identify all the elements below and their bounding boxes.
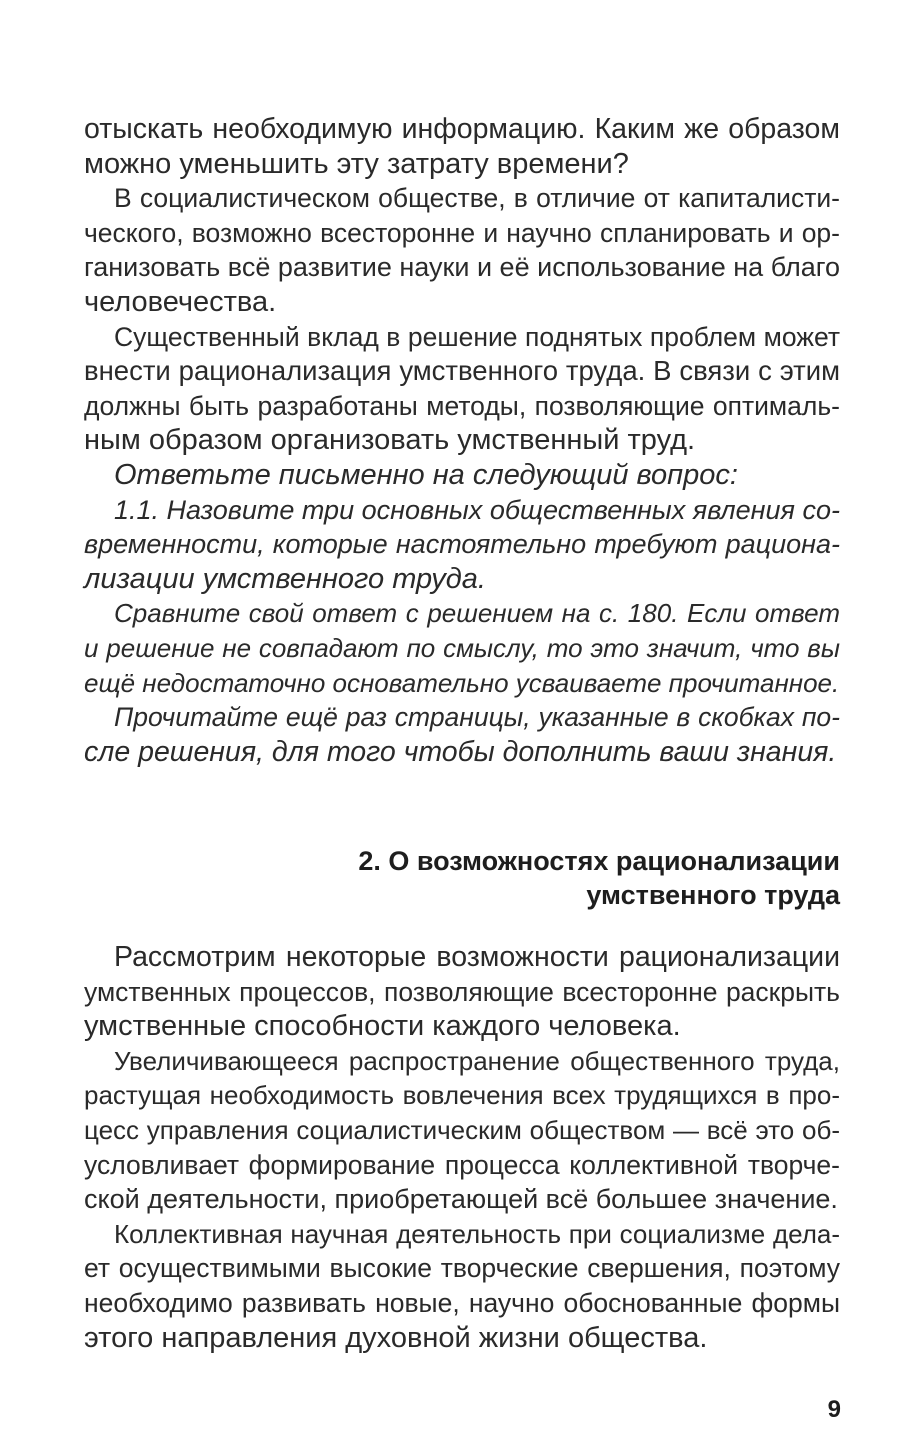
- text-line: Сравните свой ответ с решением на с. 180. Если ответ: [114, 598, 840, 629]
- bottom-text-block: [84, 940, 840, 1355]
- text-line: человечества.: [84, 285, 277, 318]
- text-line: Увеличивающееся распространение общественного труда,: [114, 1045, 840, 1076]
- text-line: ческого, возможно всесторонне и научно спланировать и ор-: [84, 217, 840, 248]
- exercise-instruction: [84, 458, 840, 493]
- heading-line: 2. О возможностях рационализации: [358, 846, 840, 876]
- text-line: Существенный вклад в решение поднятых проблем может: [114, 321, 840, 352]
- text-line: ещё недостаточно основательно усваиваете прочитанное.: [84, 667, 840, 698]
- text-line: умственные способности каждого человека.: [84, 1010, 681, 1043]
- text-line: Коллективная научная деятельность при социализме дела-: [114, 1218, 840, 1249]
- text-line: и решение не совпадают по смыслу, то это значит, что вы: [84, 632, 840, 663]
- exercise-check: [84, 596, 840, 700]
- text-line: ской деятельности, приобретающей всё большее значение.: [84, 1184, 838, 1215]
- text-line: цесс управления социалистическим обществом — всё это об-: [84, 1114, 840, 1145]
- text-line: отыскать необходимую информацию. Каким же образом: [84, 113, 840, 145]
- page-number: 9: [827, 1396, 841, 1423]
- text-line: условливает формирование процесса коллективной творче-: [84, 1149, 840, 1180]
- exercise-review: [84, 700, 840, 769]
- text-line: можно уменьшить эту затрату времени?: [84, 147, 629, 180]
- text-line: сле решения, для того чтобы дополнить ваши знания.: [84, 735, 837, 768]
- text-line: необходимо развивать новые, научно обоснованные формы: [84, 1287, 840, 1318]
- text-line: ным образом организовать умственный труд.: [84, 424, 696, 457]
- text-line: Рассмотрим некоторые возможности рационализации: [114, 941, 840, 973]
- exercise-block: [84, 458, 840, 769]
- text-line: 1.1. Назовите три основных общественных явления со-: [114, 494, 840, 525]
- exercise-question: [84, 493, 840, 597]
- text-line: умственных процессов, позволяющие всесторонне раскрыть: [84, 976, 840, 1007]
- text-line: Ответьте письменно на следующий вопрос:: [114, 458, 738, 491]
- text-line: этого направления духовной жизни общества.: [84, 1321, 708, 1354]
- paragraph: [84, 940, 840, 1044]
- section-heading: [240, 844, 840, 912]
- text-line: временности, которые настоятельно требуют рациона-: [84, 529, 840, 560]
- paragraph: [84, 181, 840, 319]
- heading-line: умственного труда: [586, 880, 840, 910]
- paragraph: [84, 112, 840, 181]
- text-line: ганизовать всё развитие науки и её использование на благо: [84, 252, 840, 283]
- paragraph: [84, 1044, 840, 1217]
- paragraph: [84, 320, 840, 458]
- text-line: лизации умственного труда.: [84, 562, 486, 595]
- paragraph: [84, 1217, 840, 1355]
- text-line: внести рационализация умственного труда. В связи с этим: [84, 355, 840, 387]
- text-line: растущая необходимость вовлечения всех трудящихся в про-: [84, 1080, 840, 1111]
- text-line: Прочитайте ещё раз страницы, указанные в скобках по-: [114, 702, 840, 733]
- text-line: В социалистическом обществе, в отличие от капиталисти-: [114, 183, 840, 214]
- top-text-block: [84, 112, 840, 769]
- text-line: ет осуществимыми высокие творческие свершения, поэтому: [84, 1253, 840, 1284]
- text-line: должны быть разработаны методы, позволяющие оптималь-: [84, 390, 840, 421]
